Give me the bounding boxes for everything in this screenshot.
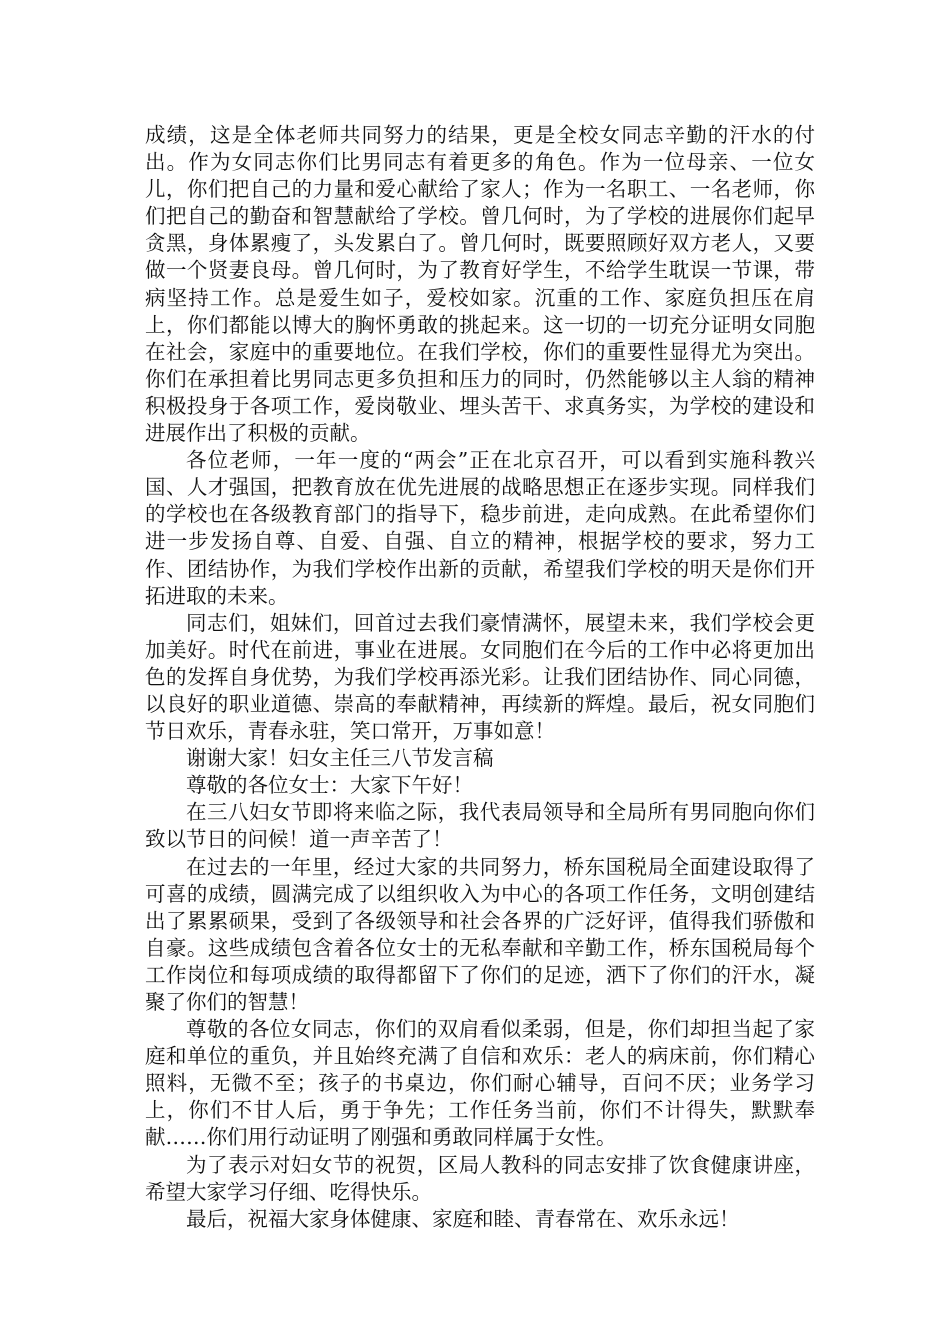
paragraph-2: 各位老师，一年一度的“两会”正在北京召开，可以看到实施科教兴国、人才强国，把教育放在优先进展的战略思想正在逐步实现。同样我们的学校也在各级教育部门的指导下，稳步前进，走向成熟。在此希望你们进一步发扬自尊、自爱、自强、自立的精神，根据学校的要求，努力工作、团结协作，为我们学校作出新的贡献，希望我们学校的明天是你们开拓进取的未来。 (145, 448, 815, 608)
paragraph-9: 为了表示对妇女节的祝贺，区局人教科的同志安排了饮食健康讲座，希望大家学习仔细、吃得快乐。 (145, 1152, 815, 1204)
document-body (145, 122, 815, 1233)
paragraph-10: 最后，祝福大家身体健康、家庭和睦、青春常在、欢乐永远！ (186, 1206, 740, 1231)
paragraph-6: 在三八妇女节即将来临之际，我代表局领导和全局所有男同胞向你们致以节日的问候！道一声辛苦了！ (145, 800, 815, 852)
paragraph-7: 在过去的一年里，经过大家的共同努力，桥东国税局全面建设取得了可喜的成绩，圆满完成了以组织收入为中心的各项工作任务，文明创建结出了累累硕果，受到了各级领导和社会各界的广泛好评，值得我们骄傲和自豪。这些成绩包含着各位女士的无私奉献和辛勤工作，桥东国税局每个工作岗位和每项成绩的取得都留下了你们的足迹，洒下了你们的汗水，凝聚了你们的智慧！ (145, 854, 815, 1014)
paragraph-3: 同志们，姐妹们，回首过去我们豪情满怀，展望未来，我们学校会更加美好。时代在前进，事业在进展。女同胞们在今后的工作中必将更加出色的发挥自身优势，为我们学校再添光彩。让我们团结协作、同心同德，以良好的职业道德、崇高的奉献精神，再续新的辉煌。最后，祝女同胞们节日欢乐，青春永驻，笑口常开，万事如意！ (145, 610, 815, 744)
paragraph-8: 尊敬的各位女同志，你们的双肩看似柔弱，但是，你们却担当起了家庭和单位的重负，并且始终充满了自信和欢乐：老人的病床前，你们精心照料，无微不至；孩子的书桌边，你们耐心辅导，百问不厌；业务学习上，你们不甘人后，勇于争先；工作任务当前，你们不计得失，默默奉献……你们用行动证明了刚强和勇敢同样属于女性。 (145, 1017, 815, 1150)
paragraph-4: 谢谢大家！妇女主任三八节发言稿 (186, 746, 494, 771)
paragraph-1: 成绩，这是全体老师共同努力的结果，更是全校女同志辛勤的汗水的付出。作为女同志你们比男同志有着更多的角色。作为一位母亲、一位女儿，你们把自己的力量和爱心献给了家人；作为一名职工、一名老师，你们把自己的勤奋和智慧献给了学校。曾几何时，为了学校的进展你们起早贪黑，身体累瘦了，头发累白了。曾几何时，既要照顾好双方老人，又要做一个贤妻良母。曾几何时，为了教育好学生，不给学生耽误一节课，带病坚持工作。总是爱生如子，爱校如家。沉重的工作、家庭负担压在肩上，你们都能以博大的胸怀勇敢的挑起来。这一切的一切充分证明女同胞在社会，家庭中的重要地位。在我们学校，你们的重要性显得尤为突出。你们在承担着比男同志更多负担和压力的同时，仍然能够以主人翁的精神积极投身于各项工作，爱岗敬业、埋头苦干、求真务实，为学校的建设和进展作出了积极的贡献。 (145, 123, 815, 446)
paragraph-5: 尊敬的各位女士：大家下午好！ (186, 773, 473, 798)
